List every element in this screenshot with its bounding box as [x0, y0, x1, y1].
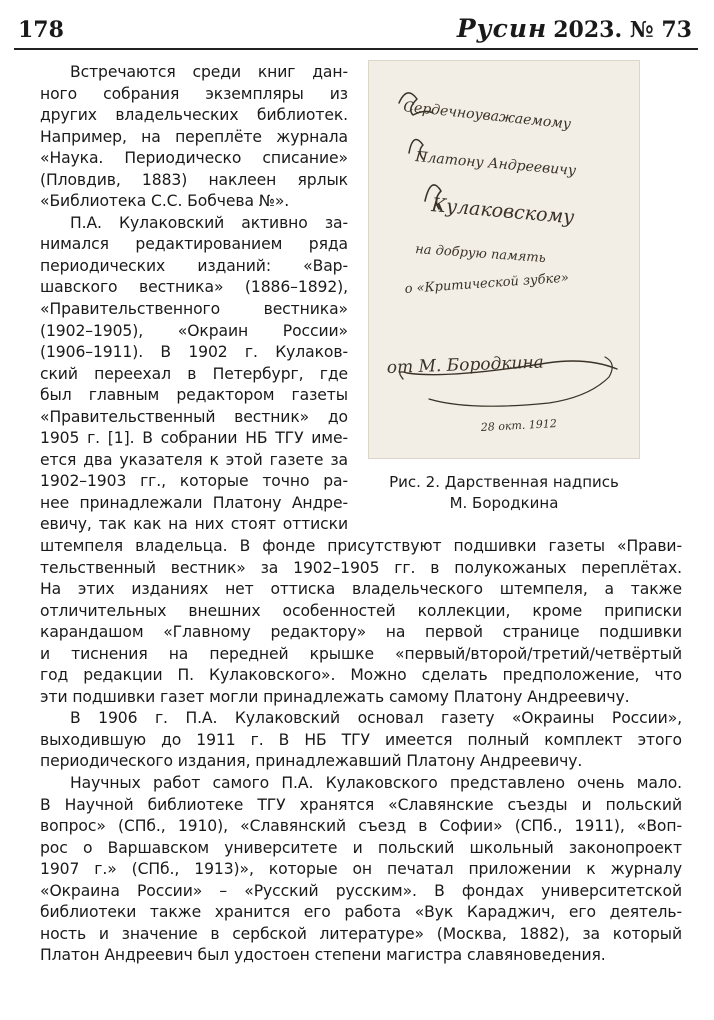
text-line: и тиснения на передней крышке «первый/второй/третий/четвёртый [40, 644, 682, 663]
text-line: «Правительственный вестник» до [40, 407, 348, 426]
inscription-line: Платону Андреевичу [414, 149, 577, 180]
text-line: Платон Андреевич был удостоен степени магистра славяноведения. [40, 946, 606, 965]
inscription-line: Кулаковскому [430, 194, 576, 229]
text-line: ного собрания экземпляры из [40, 84, 348, 103]
text-line: В Научной библиотеке ТГУ хранятся «Славянские съезды и польский [40, 795, 682, 814]
text-line: других владельческих библиотек. [40, 106, 348, 125]
text-line: периодического издания, принадлежавший Платону Андреевичу. [40, 752, 583, 771]
caption-line: Рис. 2. Дарственная надпись [389, 473, 619, 491]
text-line: тельственный вестник» за 1902–1905 гг. в полукожаных переплётах. [40, 558, 682, 577]
text-line: евичу, так как на них стоят оттиски [40, 515, 348, 534]
text-line: (1906–1911). В 1902 г. Кулаков- [40, 343, 348, 362]
header-rule [14, 48, 698, 50]
caption-line: М. Бородкина [449, 494, 559, 512]
text-line: год редакции П. Кулаковского». Можно сделать предположение, что [40, 666, 682, 685]
text-line: «Правительственного вестника» [40, 300, 348, 319]
left-column-text [40, 62, 348, 536]
inscription-line: о «Критической зубке» [404, 270, 570, 297]
text-line: На этих изданиях нет оттиска владельческого штемпеля, а также [40, 580, 682, 599]
text-line: отличительных внешних особенностей коллекции, кроме приписки [40, 601, 682, 620]
text-line: 1907 г.» (СПб., 1913)», которые он печатал приложении к журналу [40, 860, 682, 879]
text-line: ность и значение в сербской литературе» (Москва, 1882), за который [40, 924, 682, 943]
text-line: шавского вестника» (1886–1892), [40, 278, 348, 297]
inscription-line: Сердечноуважаемому [402, 99, 572, 133]
journal-name: Русин [456, 14, 548, 43]
page-number: 178 [18, 17, 64, 43]
text-line: «Окраина России» – «Русский русским». В фондах университетской [40, 881, 682, 900]
figure-caption [360, 472, 648, 514]
journal-issue: 2023. № 73 [553, 17, 692, 43]
text-line: Встречаются среди книг дан- [70, 63, 348, 81]
inscription-line: на добрую память [414, 242, 547, 267]
text-line: (Пловдив, 1883) наклеен ярлык [40, 170, 348, 189]
text-line: штемпеля владельца. В фонде присутствуют подшивки газеты «Прави- [40, 537, 682, 555]
text-line: Научных работ самого П.А. Кулаковского представлено очень мало. [70, 774, 682, 793]
text-line: В 1906 г. П.А. Кулаковский основал газету «Окраины России», [70, 709, 682, 728]
text-line: ский переехал в Петербург, где [40, 364, 348, 383]
text-line: рос о Варшавском университете и польский школьный законопроект [40, 838, 682, 857]
full-width-text [40, 536, 682, 967]
text-line: периодических изданий: «Вар- [40, 256, 348, 275]
text-line: Например, на переплёте журнала [40, 127, 348, 146]
text-line: вопрос» (СПб., 1910), «Славянский съезд в Софии» (СПб., 1911), «Воп- [40, 817, 682, 836]
inscription-handwriting [369, 61, 639, 458]
inscription-line: 28 окт. 1912 [480, 417, 558, 434]
text-line: ется два указателя к этой газете за [40, 450, 348, 469]
text-line: нее принадлежали Платону Андре- [40, 493, 348, 512]
text-line: П.А. Кулаковский активно за- [70, 213, 348, 232]
text-line: (1902–1905), «Окраин России» [40, 321, 348, 340]
text-line: выходившую до 1911 г. В НБ ТГУ имеется полный комплект этого [40, 730, 682, 749]
page-header [0, 0, 714, 60]
text-line: 1905 г. [1]. В собрании НБ ТГУ име- [40, 429, 348, 448]
text-line: карандашом «Главному редактору» на первой странице подшивки [40, 623, 682, 642]
inscription-photo [368, 60, 640, 459]
text-line: нимался редактированием ряда [40, 235, 348, 254]
text-line: эти подшивки газет могли принадлежать самому Платону Андреевичу. [40, 687, 630, 706]
inscription-line: от М. Бородкина [386, 352, 545, 378]
text-line: библиотеки также хранится его работа «Вук Караджич, его деятель- [40, 903, 682, 922]
text-line: 1902–1903 гг., которые точно ра- [40, 472, 348, 491]
text-line: «Библиотека С.С. Бобчева №». [40, 192, 290, 211]
journal-title [457, 14, 692, 43]
text-line: был главным редактором газеты [40, 386, 348, 405]
text-line: «Наука. Периодическо списание» [40, 149, 348, 168]
